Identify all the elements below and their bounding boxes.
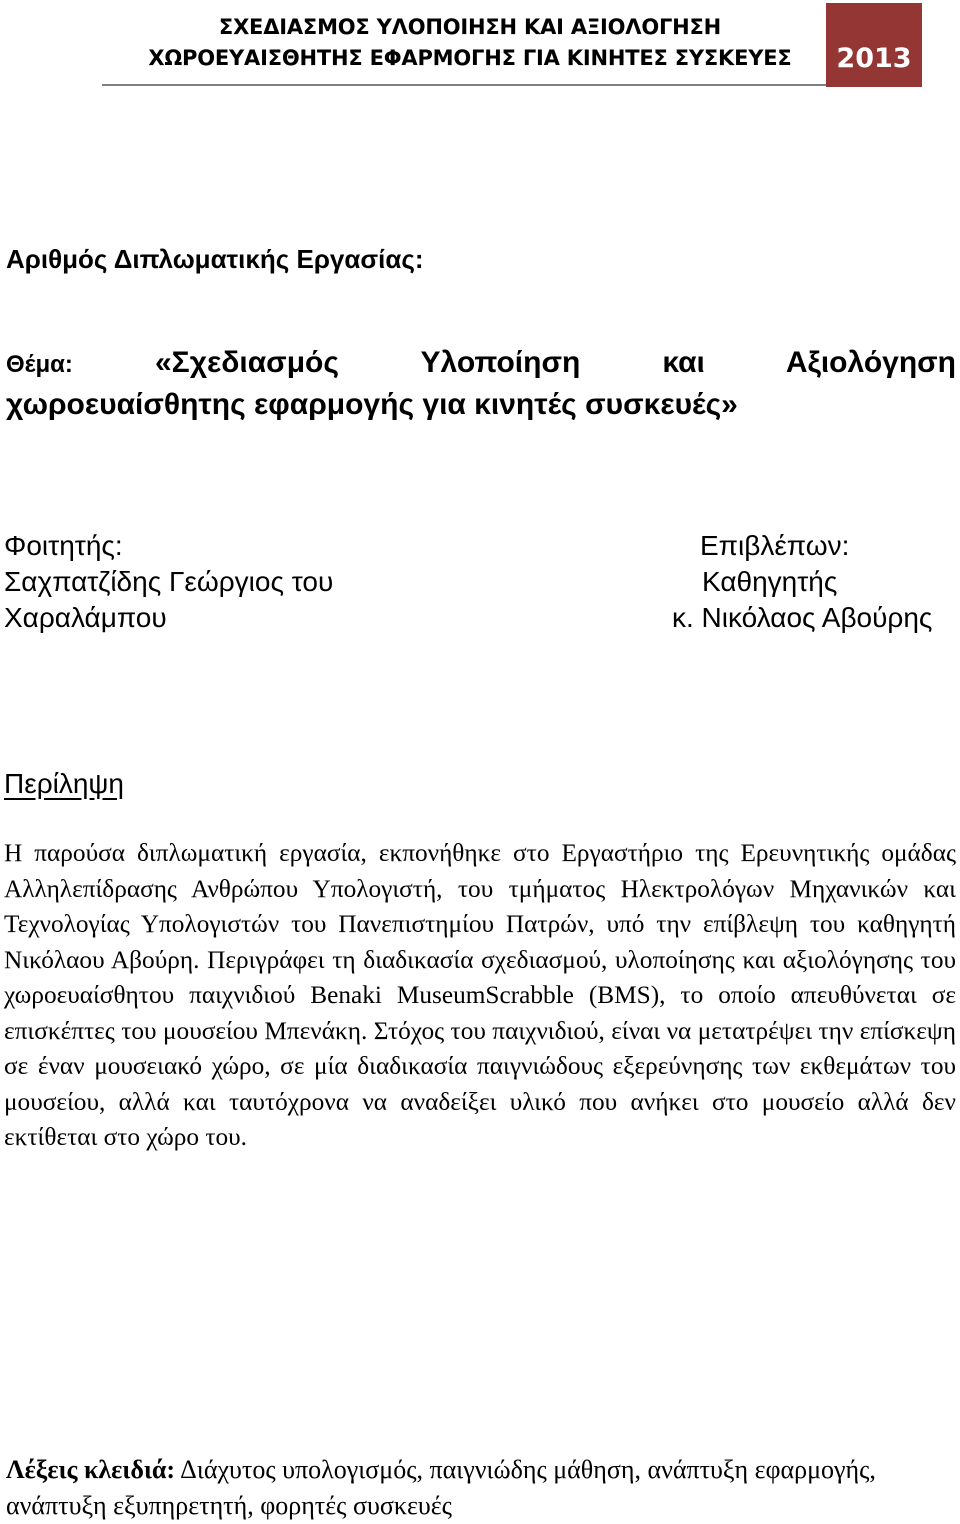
topic-word: Αξιολόγηση [785, 346, 956, 379]
keywords-text: Διάχυτος υπολογισμός, παιγνιώδης μάθηση, ανάπτυξη εφαρμογής, ανάπτυξη εξυπηρετητή, φορητές συσκευές [6, 1455, 876, 1520]
header-title-line2: ΧΩΡΟΕΥΑΙΣΘΗΤΗΣ ΕΦΑΡΜΟΓΗΣ ΓΙΑ ΚΙΝΗΤΕΣ ΣΥΣΚΕΥΕΣ [148, 46, 792, 70]
topic-word: και [662, 346, 705, 379]
student-label: Φοιτητής: [4, 530, 123, 561]
topic-label: Θέμα: [6, 351, 73, 378]
topic-word: Υλοποίηση [420, 346, 581, 379]
supervisor-info [672, 528, 932, 636]
supervisor-name: κ. Νικόλαος Αβούρης [672, 602, 933, 633]
supervisor-label: Επιβλέπων: [700, 530, 850, 561]
topic-line1 [6, 346, 956, 380]
header-title [100, 12, 840, 74]
abstract-body: Η παρούσα διπλωματική εργασία, εκπονήθηκε στο Εργαστήριο της Ερευνητικής ομάδας Αλληλεπίδρασης Ανθρώπου Υπολογιστή, του τμήματος Ηλεκτρολόγων Μηχανικών και Τεχνολογίας Υπολογιστών του Πανεπιστημίου Πατρών, υπό την επίβλεψη του καθηγητή Νικόλαου Αβούρη. Περιγράφει τη διαδικασία σχεδιασμού, υλοποίησης και αξιολόγησης του χωροευαίσθητου παιχνιδιού Benaki MuseumScrabble (BMS), το οποίο απευθύνεται σε επισκέπτες του μουσείου Μπενάκη. Στόχος του παιχνιδιού, είναι να μετατρέψει την επίσκεψη σε έναν μουσειακό χώρο, σε μία διαδικασία παιγνιώδους εξερεύνησης των εκθεμάτων του μουσείου, αλλά και ταυτόχρονα να αναδείξει υλικό που ανήκει στο μουσείο αλλά δεν εκτίθεται στο χώρο του. [4, 839, 956, 1151]
supervisor-title: Καθηγητής [702, 566, 838, 597]
student-info [4, 528, 333, 636]
keywords-label: Λέξεις κλειδιά: [6, 1455, 176, 1484]
header-divider [102, 84, 826, 86]
keywords [6, 1452, 956, 1524]
student-name-line2: Χαραλάμπου [4, 602, 167, 633]
thesis-number-label: Αριθμός Διπλωματικής Εργασίας: [6, 244, 424, 274]
topic-word: «Σχεδιασμός [155, 346, 339, 379]
abstract-title: Περίληψη [4, 768, 124, 799]
topic-line2: χωροευαίσθητης εφαρμογής για κινητές συσκευές» [6, 388, 738, 421]
header-title-line1: ΣΧΕΔΙΑΣΜΟΣ ΥΛΟΠΟΙΗΣΗ ΚΑΙ ΑΞΙΟΛΟΓΗΣΗ [218, 15, 722, 39]
year-label: 2013 [836, 42, 912, 74]
year-badge [826, 3, 922, 87]
student-name-line1: Σαχπατζίδης Γεώργιος του [4, 566, 334, 597]
